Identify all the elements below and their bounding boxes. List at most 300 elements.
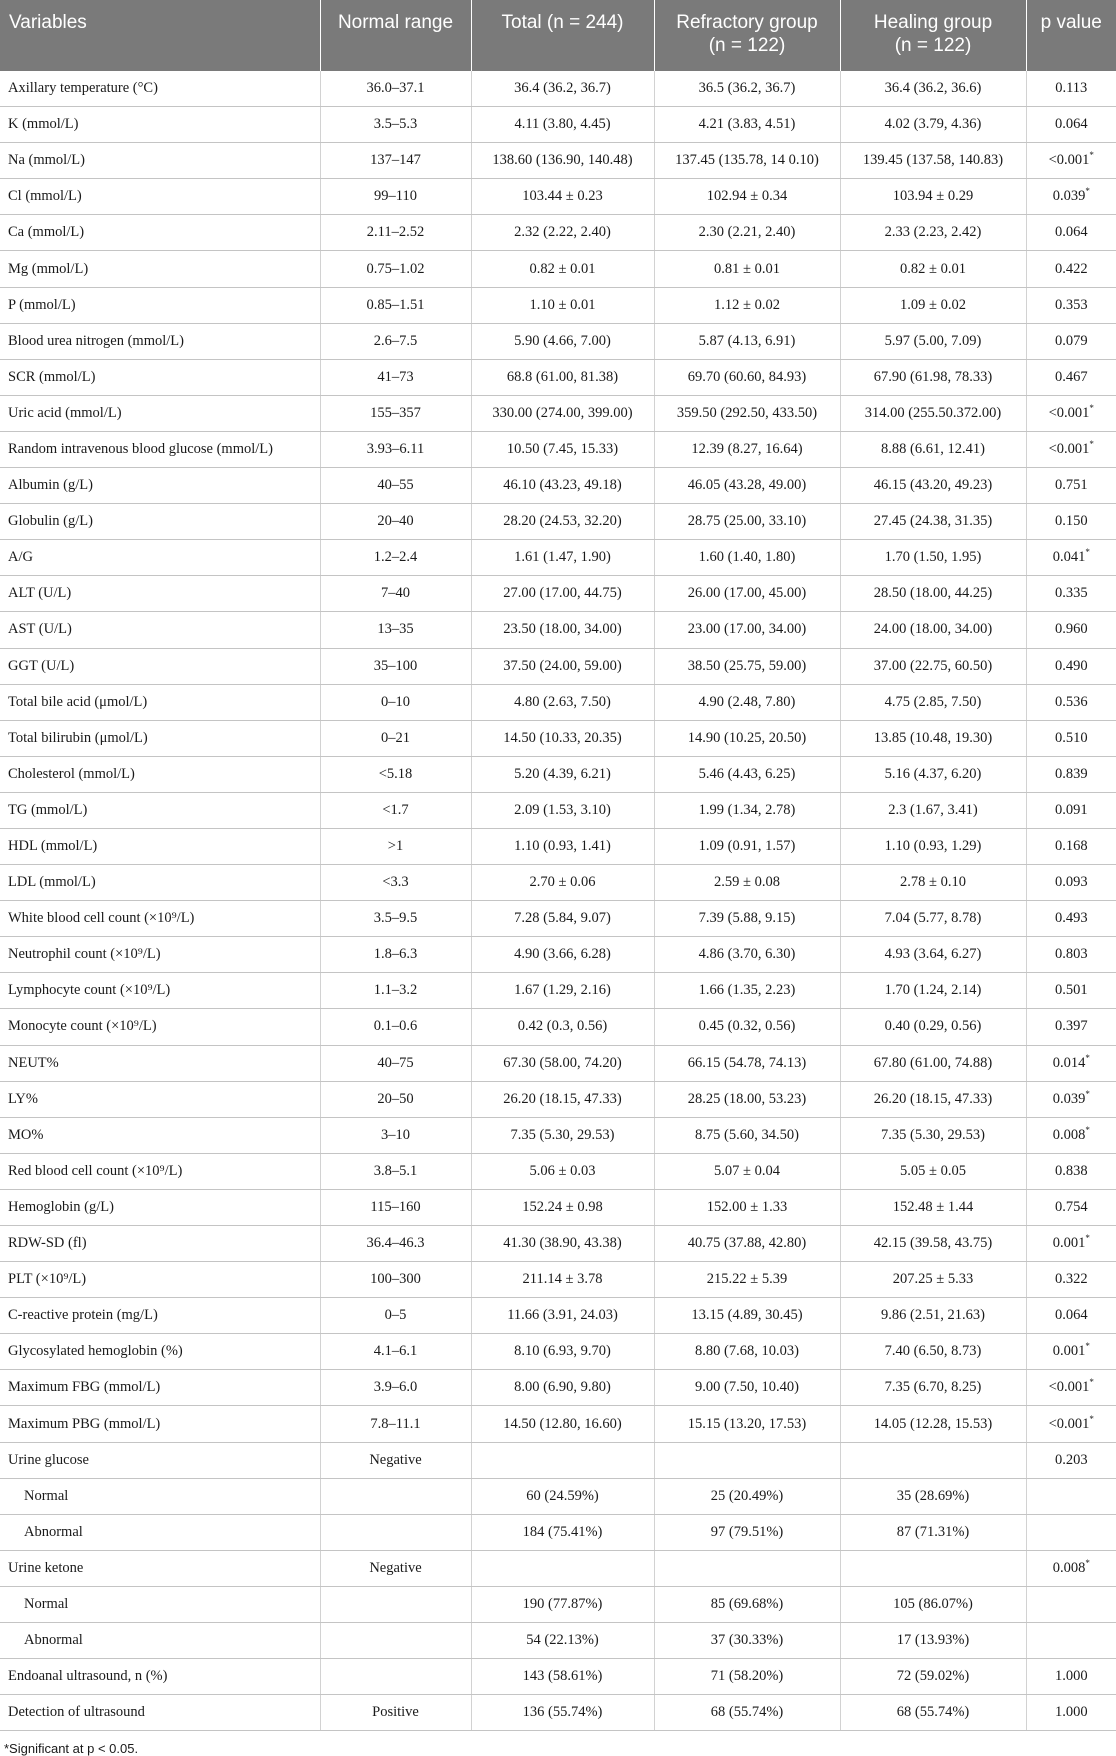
cell-healing-text: 67.90 (61.98, 78.33) [873, 368, 993, 385]
cell-normal-range [320, 865, 471, 901]
cell-normal-range-text: <1.7 [382, 801, 409, 818]
cell-total-text: 26.20 (18.15, 47.33) [503, 1090, 622, 1107]
cell-total-text: 184 (75.41%) [522, 1523, 603, 1540]
cell-refractory-text: 38.50 (25.75, 59.00) [687, 657, 807, 674]
cell-variable-text: Abnormal [24, 1523, 83, 1540]
cell-healing [840, 684, 1026, 720]
cell-p-value-text: 0.001 [1052, 1235, 1086, 1252]
cell-normal-range-text: >1 [387, 838, 404, 855]
cell-refractory [654, 937, 840, 973]
cell-normal-range [320, 1262, 471, 1298]
cell-total-text: 2.09 (1.53, 3.10) [514, 801, 611, 818]
cell-refractory [654, 1370, 840, 1406]
table-row [0, 1334, 1116, 1370]
cell-normal-range-text: 1.2–2.4 [373, 549, 418, 566]
cell-variable-text: PLT (×10⁹/L) [8, 1271, 87, 1288]
cell-normal-range [320, 1153, 471, 1189]
cell-total [471, 1442, 654, 1478]
table-row [0, 107, 1116, 143]
significance-marker: * [1089, 1377, 1094, 1388]
cell-healing [840, 1695, 1026, 1731]
cell-normal-range [320, 1045, 471, 1081]
cell-normal-range-text: 7–40 [381, 585, 410, 602]
cell-refractory [654, 431, 840, 467]
header-normal-range [320, 0, 471, 71]
cell-p-value-text: 0.001 [1052, 1343, 1086, 1360]
cell-total [471, 1262, 654, 1298]
cell-p-value [1026, 1298, 1116, 1334]
cell-total [471, 323, 654, 359]
cell-p-value-text: 0.839 [1054, 765, 1088, 782]
table-row [0, 1406, 1116, 1442]
cell-total-text: 136 (55.74%) [522, 1704, 603, 1721]
cell-healing-text: 5.05 ± 0.05 [900, 1162, 966, 1179]
cell-variable [0, 1153, 320, 1189]
cell-healing [840, 359, 1026, 395]
cell-refractory [654, 576, 840, 612]
cell-healing [840, 71, 1026, 107]
cell-healing-text: 28.50 (18.00, 44.25) [873, 585, 993, 602]
cell-healing [840, 1045, 1026, 1081]
cell-p-value [1026, 937, 1116, 973]
cell-p-value-text: 0.493 [1054, 910, 1088, 927]
cell-total-text: 0.42 (0.3, 0.56) [517, 1018, 608, 1035]
cell-refractory [654, 179, 840, 215]
cell-total [471, 720, 654, 756]
table-row [0, 792, 1116, 828]
cell-total-text: 330.00 (274.00, 399.00) [492, 404, 633, 421]
cell-variable-text: Albumin (g/L) [8, 477, 93, 494]
footnote: *Significant at p < 0.05. [4, 1741, 139, 1756]
cell-p-value [1026, 865, 1116, 901]
cell-total [471, 576, 654, 612]
cell-total-text: 4.80 (2.63, 7.50) [514, 693, 611, 710]
cell-refractory [654, 1623, 840, 1659]
cell-p-value [1026, 1262, 1116, 1298]
cell-normal-range-text: 7.8–11.1 [370, 1415, 421, 1432]
cell-healing [840, 1298, 1026, 1334]
cell-total [471, 395, 654, 431]
cell-normal-range [320, 395, 471, 431]
cell-variable-text: AST (U/L) [8, 621, 72, 638]
cell-variable-text: GGT (U/L) [8, 657, 75, 674]
cell-refractory-text: 2.30 (2.21, 2.40) [698, 224, 796, 241]
cell-healing [840, 1334, 1026, 1370]
cell-normal-range [320, 576, 471, 612]
cell-p-value [1026, 684, 1116, 720]
cell-total [471, 1550, 654, 1586]
cell-variable-text: Cholesterol (mmol/L) [8, 765, 135, 782]
cell-refractory-text: 71 (58.20%) [710, 1668, 784, 1685]
cell-refractory [654, 756, 840, 792]
cell-normal-range-text: 3.5–9.5 [373, 910, 418, 927]
cell-refractory [654, 143, 840, 179]
cell-healing [840, 828, 1026, 864]
cell-variable-text: Normal [24, 1595, 69, 1612]
cell-total-text: 1.10 (0.93, 1.41) [514, 838, 611, 855]
significance-marker: * [1089, 403, 1094, 414]
significance-marker: * [1089, 1413, 1094, 1424]
cell-variable [0, 612, 320, 648]
cell-p-value [1026, 973, 1116, 1009]
table-row [0, 1189, 1116, 1225]
table-header [0, 0, 1116, 71]
cell-total-text: 143 (58.61%) [522, 1668, 603, 1685]
cell-p-value [1026, 1623, 1116, 1659]
cell-total-text: 1.67 (1.29, 2.16) [514, 982, 611, 999]
cell-variable [0, 1514, 320, 1550]
cell-healing [840, 1406, 1026, 1442]
cell-normal-range-text: Positive [372, 1704, 419, 1721]
cell-normal-range-text: <3.3 [382, 874, 409, 891]
cell-p-value [1026, 1550, 1116, 1586]
cell-healing-text: 67.80 (61.00, 74.88) [873, 1054, 993, 1071]
cell-refractory-text: 69.70 (60.60, 84.93) [687, 368, 807, 385]
table-row [0, 973, 1116, 1009]
cell-variable-text: A/G [8, 549, 33, 566]
cell-refractory-text: 37 (30.33%) [710, 1632, 784, 1649]
cell-refractory-text: 152.00 ± 1.33 [706, 1198, 788, 1215]
cell-refractory [654, 1045, 840, 1081]
cell-p-value-text: 0.008 [1052, 1559, 1086, 1576]
cell-variable [0, 215, 320, 251]
cell-normal-range [320, 792, 471, 828]
cell-healing-text: 26.20 (18.15, 47.33) [873, 1090, 993, 1107]
cell-normal-range-text: 2.6–7.5 [373, 332, 418, 349]
cell-refractory-text: 215.22 ± 5.39 [706, 1271, 788, 1288]
cell-healing [840, 901, 1026, 937]
header-p-value [1026, 0, 1116, 71]
table-row [0, 1442, 1116, 1478]
header-healing-label: Healing group [873, 12, 993, 33]
cell-variable [0, 1081, 320, 1117]
cell-refractory-text: 1.60 (1.40, 1.80) [698, 549, 796, 566]
header-variables-label: Variables [9, 12, 87, 33]
cell-total [471, 179, 654, 215]
cell-refractory [654, 107, 840, 143]
cell-refractory [654, 323, 840, 359]
cell-variable-text: Detection of ultrasound [8, 1704, 145, 1721]
cell-variable [0, 1370, 320, 1406]
cell-p-value [1026, 71, 1116, 107]
cell-variable [0, 1442, 320, 1478]
cell-normal-range [320, 1334, 471, 1370]
cell-refractory [654, 612, 840, 648]
table-row [0, 359, 1116, 395]
cell-variable [0, 648, 320, 684]
cell-healing [840, 1659, 1026, 1695]
cell-variable [0, 901, 320, 937]
cell-healing-text: 2.3 (1.67, 3.41) [888, 801, 978, 818]
header-total-label: Total (n = 244) [501, 12, 624, 33]
header-healing-group [840, 0, 1026, 71]
table-row [0, 540, 1116, 576]
cell-p-value [1026, 143, 1116, 179]
cell-total [471, 1226, 654, 1262]
significance-marker: * [1085, 186, 1090, 197]
cell-healing-text: 13.85 (10.48, 19.30) [873, 729, 993, 746]
cell-variable-text: Total bile acid (μmol/L) [8, 693, 148, 710]
table-row [0, 684, 1116, 720]
cell-refractory-text: 4.90 (2.48, 7.80) [698, 693, 796, 710]
cell-variable [0, 865, 320, 901]
cell-variable-text: Endoanal ultrasound, n (%) [8, 1668, 168, 1685]
cell-refractory-text: 23.00 (17.00, 34.00) [687, 621, 807, 638]
cell-p-value-text: 0.203 [1054, 1451, 1088, 1468]
cell-normal-range [320, 684, 471, 720]
cell-variable [0, 1586, 320, 1622]
cell-p-value-text: 1.000 [1054, 1704, 1088, 1721]
cell-p-value [1026, 1442, 1116, 1478]
cell-total-text: 54 (22.13%) [526, 1632, 599, 1649]
cell-total [471, 143, 654, 179]
cell-healing-text: 152.48 ± 1.44 [892, 1198, 974, 1215]
significance-marker: * [1085, 1233, 1090, 1244]
cell-p-value-text: 1.000 [1054, 1668, 1088, 1685]
cell-refractory-text: 5.07 ± 0.04 [714, 1162, 780, 1179]
cell-healing [840, 504, 1026, 540]
cell-refractory [654, 1442, 840, 1478]
cell-refractory-text: 36.5 (36.2, 36.7) [698, 80, 796, 97]
cell-total [471, 540, 654, 576]
cell-variable [0, 468, 320, 504]
cell-p-value-text: 0.008 [1052, 1126, 1086, 1143]
cell-variable-text: ALT (U/L) [8, 585, 72, 602]
cell-normal-range-text: Negative [369, 1451, 422, 1468]
cell-healing-text: 36.4 (36.2, 36.6) [884, 80, 982, 97]
cell-p-value-text: <0.001 [1048, 1379, 1090, 1396]
cell-refractory-text: 102.94 ± 0.34 [706, 188, 788, 205]
cell-variable [0, 1334, 320, 1370]
cell-total-text: 2.32 (2.22, 2.40) [514, 224, 611, 241]
cell-variable-text: Uric acid (mmol/L) [8, 404, 122, 421]
table-row [0, 612, 1116, 648]
cell-variable-text: Red blood cell count (×10⁹/L) [8, 1162, 183, 1179]
cell-healing-text: 7.35 (5.30, 29.53) [881, 1126, 985, 1143]
cell-p-value-text: 0.510 [1054, 729, 1088, 746]
cell-p-value-text: 0.093 [1054, 874, 1088, 891]
cell-p-value-text: 0.079 [1054, 332, 1088, 349]
table-row [0, 1586, 1116, 1622]
cell-variable [0, 1298, 320, 1334]
cell-variable-text: Mg (mmol/L) [8, 260, 89, 277]
table-row [0, 431, 1116, 467]
cell-normal-range-text: 36.4–46.3 [366, 1235, 425, 1252]
table-row [0, 1226, 1116, 1262]
cell-total [471, 1406, 654, 1442]
cell-variable [0, 1478, 320, 1514]
cell-variable [0, 179, 320, 215]
cell-p-value [1026, 1045, 1116, 1081]
cell-p-value [1026, 1695, 1116, 1731]
header-variables [0, 0, 320, 71]
cell-healing-text: 37.00 (22.75, 60.50) [873, 657, 993, 674]
cell-total [471, 251, 654, 287]
table-row [0, 1370, 1116, 1406]
cell-variable-text: Urine glucose [8, 1451, 89, 1468]
cell-variable-text: RDW-SD (fl) [8, 1235, 87, 1252]
cell-total-text: 10.50 (7.45, 15.33) [506, 440, 619, 457]
cell-normal-range [320, 179, 471, 215]
cell-variable-text: Neutrophil count (×10⁹/L) [8, 946, 161, 963]
table-row [0, 71, 1116, 107]
cell-total-text: 5.06 ± 0.03 [529, 1162, 596, 1179]
cell-p-value [1026, 1478, 1116, 1514]
cell-refractory [654, 1478, 840, 1514]
cell-variable-text: Normal [24, 1487, 69, 1504]
cell-p-value-text: 0.751 [1054, 477, 1088, 494]
cell-total [471, 1370, 654, 1406]
cell-variable [0, 1406, 320, 1442]
header-normal-range-label: Normal range [337, 12, 454, 33]
cell-p-value [1026, 792, 1116, 828]
cell-healing-text: 17 (13.93%) [896, 1632, 970, 1649]
cell-refractory-text: 2.59 ± 0.08 [714, 874, 780, 891]
cell-p-value-text: 0.322 [1054, 1271, 1088, 1288]
cell-total-text: 8.10 (6.93, 9.70) [514, 1343, 611, 1360]
table-row [0, 1045, 1116, 1081]
cell-total [471, 287, 654, 323]
cell-healing-text: 9.86 (2.51, 21.63) [881, 1307, 985, 1324]
cell-healing-text: 72 (59.02%) [896, 1668, 970, 1685]
cell-healing [840, 648, 1026, 684]
cell-healing [840, 1081, 1026, 1117]
cell-variable-text: P (mmol/L) [8, 296, 76, 313]
cell-total [471, 1334, 654, 1370]
cell-refractory [654, 684, 840, 720]
cell-normal-range-text: 40–55 [377, 477, 414, 494]
cell-healing [840, 1153, 1026, 1189]
cell-healing [840, 287, 1026, 323]
significance-marker: * [1085, 1341, 1090, 1352]
cell-p-value [1026, 468, 1116, 504]
cell-total-text: 7.35 (5.30, 29.53) [510, 1126, 615, 1143]
table-row [0, 1659, 1116, 1695]
significance-marker: * [1085, 1088, 1090, 1099]
cell-refractory [654, 792, 840, 828]
cell-healing [840, 720, 1026, 756]
cell-total [471, 71, 654, 107]
cell-total-text: 0.82 ± 0.01 [529, 260, 596, 277]
cell-p-value [1026, 1081, 1116, 1117]
cell-normal-range [320, 1478, 471, 1514]
table-row [0, 865, 1116, 901]
cell-normal-range [320, 504, 471, 540]
cell-total [471, 1659, 654, 1695]
cell-healing [840, 1442, 1026, 1478]
cell-healing [840, 431, 1026, 467]
cell-p-value-text: 0.150 [1054, 513, 1088, 530]
cell-p-value-text: 0.803 [1054, 946, 1088, 963]
cell-total [471, 1586, 654, 1622]
cell-variable [0, 143, 320, 179]
cell-total [471, 937, 654, 973]
cell-variable [0, 1226, 320, 1262]
cell-refractory-text: 40.75 (37.88, 42.80) [687, 1235, 807, 1252]
cell-normal-range [320, 287, 471, 323]
cell-healing [840, 1478, 1026, 1514]
cell-total [471, 648, 654, 684]
cell-variable [0, 1117, 320, 1153]
cell-refractory [654, 1586, 840, 1622]
cell-total [471, 612, 654, 648]
cell-p-value-text: 0.091 [1054, 801, 1088, 818]
cell-normal-range [320, 648, 471, 684]
cell-total [471, 756, 654, 792]
cell-variable-text: TG (mmol/L) [8, 801, 88, 818]
cell-refractory-text: 137.45 (135.78, 14 0.10) [675, 152, 819, 169]
cell-p-value [1026, 323, 1116, 359]
cell-p-value-text: 0.064 [1054, 224, 1088, 241]
table-row [0, 1009, 1116, 1045]
cell-p-value [1026, 431, 1116, 467]
cell-normal-range [320, 468, 471, 504]
cell-variable-text: Urine ketone [8, 1559, 84, 1576]
cell-healing [840, 540, 1026, 576]
cell-healing-text: 1.70 (1.50, 1.95) [884, 549, 982, 566]
cell-normal-range [320, 107, 471, 143]
significance-marker: * [1085, 1052, 1090, 1063]
cell-refractory-text: 1.12 ± 0.02 [714, 296, 780, 313]
cell-p-value-text: 0.168 [1054, 838, 1088, 855]
cell-refractory [654, 1659, 840, 1695]
cell-total-text: 5.90 (4.66, 7.00) [514, 332, 611, 349]
cell-healing [840, 865, 1026, 901]
cell-healing [840, 1514, 1026, 1550]
cell-variable [0, 1009, 320, 1045]
cell-healing [840, 251, 1026, 287]
cell-refractory-text: 1.09 (0.91, 1.57) [698, 838, 796, 855]
cell-normal-range-text: <5.18 [378, 765, 413, 782]
cell-variable [0, 756, 320, 792]
cell-p-value [1026, 756, 1116, 792]
cell-variable [0, 973, 320, 1009]
cell-healing [840, 792, 1026, 828]
cell-total [471, 107, 654, 143]
table-row [0, 1514, 1116, 1550]
cell-variable-text: Maximum FBG (mmol/L) [8, 1379, 161, 1396]
cell-healing-text: 2.78 ± 0.10 [900, 874, 966, 891]
cell-variable-text: Hemoglobin (g/L) [8, 1198, 114, 1215]
cell-refractory [654, 251, 840, 287]
cell-total-text: 2.70 ± 0.06 [529, 874, 596, 891]
cell-p-value [1026, 1586, 1116, 1622]
cell-total-text: 14.50 (12.80, 16.60) [503, 1415, 622, 1432]
cell-p-value [1026, 828, 1116, 864]
cell-refractory-text: 46.05 (43.28, 49.00) [687, 477, 807, 494]
cell-healing-text: 5.97 (5.00, 7.09) [884, 332, 982, 349]
cell-p-value [1026, 1117, 1116, 1153]
cell-variable [0, 937, 320, 973]
cell-normal-range-text: 137–147 [370, 152, 421, 169]
cell-variable-text: SCR (mmol/L) [8, 368, 96, 385]
cell-normal-range-text: 36.0–37.1 [366, 80, 425, 97]
cell-total-text: 4.11 (3.80, 4.45) [514, 116, 611, 133]
cell-total [471, 1695, 654, 1731]
cell-variable [0, 1623, 320, 1659]
cell-p-value [1026, 215, 1116, 251]
cell-refractory-text: 8.75 (5.60, 34.50) [695, 1126, 799, 1143]
cell-variable-text: Glycosylated hemoglobin (%) [8, 1343, 183, 1360]
table-row [0, 1262, 1116, 1298]
cell-refractory-text: 359.50 (292.50, 433.50) [676, 404, 818, 421]
cell-total-text: 46.10 (43.23, 49.18) [503, 477, 622, 494]
cell-total [471, 504, 654, 540]
cell-normal-range [320, 1298, 471, 1334]
cell-normal-range [320, 720, 471, 756]
cell-healing-text: 1.70 (1.24, 2.14) [884, 982, 982, 999]
cell-total-text: 41.30 (38.90, 43.38) [503, 1235, 622, 1252]
